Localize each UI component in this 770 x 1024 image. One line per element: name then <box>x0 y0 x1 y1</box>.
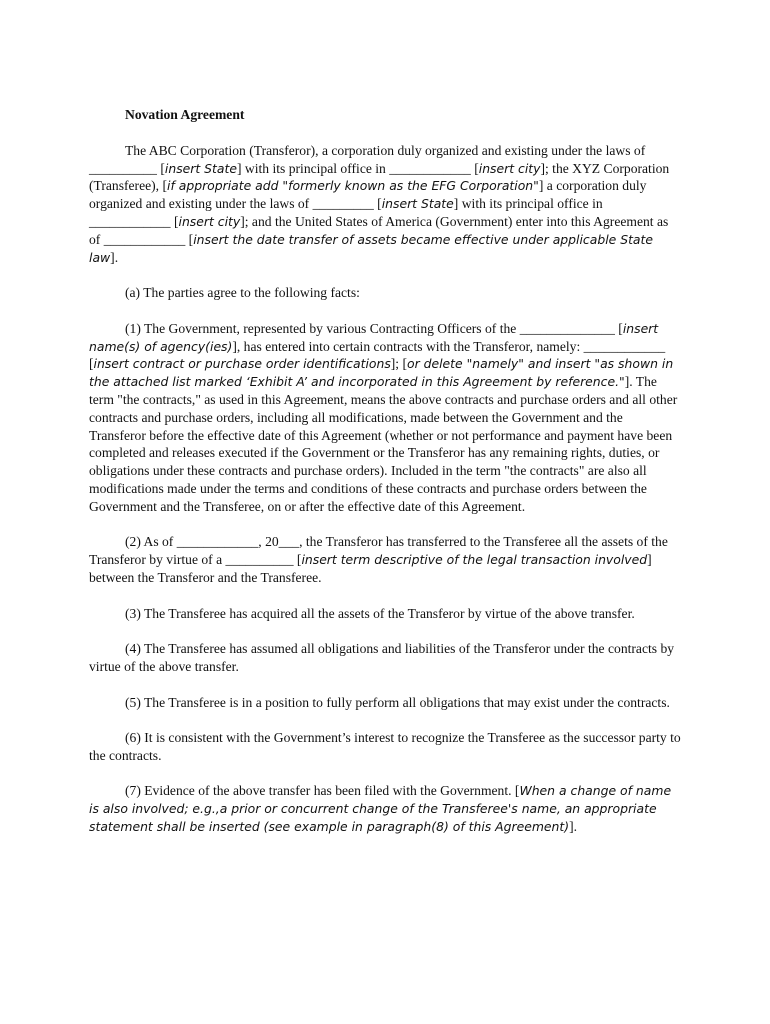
text-run: ]. <box>110 249 119 265</box>
text-run: ]. <box>569 819 578 835</box>
text-run: ]; the XYZ Corporation (Transferee), [ <box>89 160 670 194</box>
text-run: ] between the Transferor and the Transferee. <box>89 552 652 585</box>
paragraph-3: (3) The Transferee has acquired all the assets of the Transferor by virtue of the above transfer. <box>125 605 635 621</box>
paragraph-6: (6) It is consistent with the Government’s interest to recognize the Transferee as the successor party to the contracts. <box>89 730 681 763</box>
text-run: ] with its principal office in ____________ [ <box>89 196 603 229</box>
placeholder-text: insert contract or purchase order identifications <box>93 356 391 372</box>
document-title: Novation Agreement <box>125 107 245 122</box>
document-page <box>89 106 681 854</box>
text-run: (1) The Government, represented by various Contracting Officers of the ______________ [ <box>125 320 623 336</box>
text-run: ] with its principal office in ____________ [ <box>236 160 479 176</box>
placeholder-text: insert State <box>381 196 454 212</box>
placeholder-text: When a change of name is also involved; e.g.,a prior or concurrent change of the Transferee's name, an appropriate statement shall be inserted (see example in paragraph(8) of this Agreement) <box>89 783 672 835</box>
placeholder-text: if appropriate add "formerly known as the EFG Corporation" <box>167 178 539 194</box>
text-run: ], has entered into certain contracts with the Transferor, namely: ____________ [ <box>89 338 666 372</box>
text-run: ] a corporation duly organized and existing under the laws of _________ [ <box>89 178 647 212</box>
placeholder-text: or delete "namely" and insert "as shown in the attached list marked ‘Exhibit A’ and incorporated in this Agreement by reference." <box>89 356 674 390</box>
text-run: ]; [ <box>390 356 408 372</box>
paragraph-5: (5) The Transferee is in a position to fully perform all obligations that may exist under the contracts. <box>125 694 670 710</box>
placeholder-text: insert the date transfer of assets became effective under applicable State law <box>89 231 653 265</box>
placeholder-text: insert term descriptive of the legal transaction involved <box>301 552 648 568</box>
text-run: (7) Evidence of the above transfer has been filed with the Government. [ <box>125 783 520 799</box>
text-run: The ABC Corporation (Transferor), a corporation duly organized and existing under the laws of __________ [ <box>89 142 646 176</box>
text-run: ]. The term "the contracts," as used in this Agreement, means the above contracts and purchase orders and all other contracts and purchase orders, including all modifications, made between the Government and the Transferor before the effective date of this Agreement (whether or not performance and payment have been completed and releases executed if the Government or the Transferor has any remaining rights, duties, or obligations under these contracts and purchase orders). Included in the term "the contracts" are also all modifications made under the terms and conditions of these contracts and purchase orders between the Government and the Transferee, on or after the effective date of this Agreement. <box>89 374 678 514</box>
placeholder-text: insert city <box>178 213 241 229</box>
text-run: (2) As of ____________, 20___, the Transferor has transferred to the Transferee all the assets of the Transferor by virtue of a __________ [ <box>89 534 668 568</box>
paragraph-parties <box>89 142 681 267</box>
paragraph-a: (a) The parties agree to the following facts: <box>125 285 360 301</box>
paragraph-7 <box>89 782 681 835</box>
paragraph-2 <box>89 533 681 586</box>
text-run: ]; and the United States of America (Government) enter into this Agreement as of ____________ [ <box>89 213 669 247</box>
paragraph-4: (4) The Transferee has assumed all obligations and liabilities of the Transferor under the contracts by virtue of the above transfer. <box>89 641 675 674</box>
paragraph-1 <box>89 320 681 516</box>
placeholder-text: insert State <box>164 160 237 176</box>
placeholder-text: insert name(s) of agency(ies) <box>89 320 659 354</box>
placeholder-text: insert city <box>478 160 541 176</box>
